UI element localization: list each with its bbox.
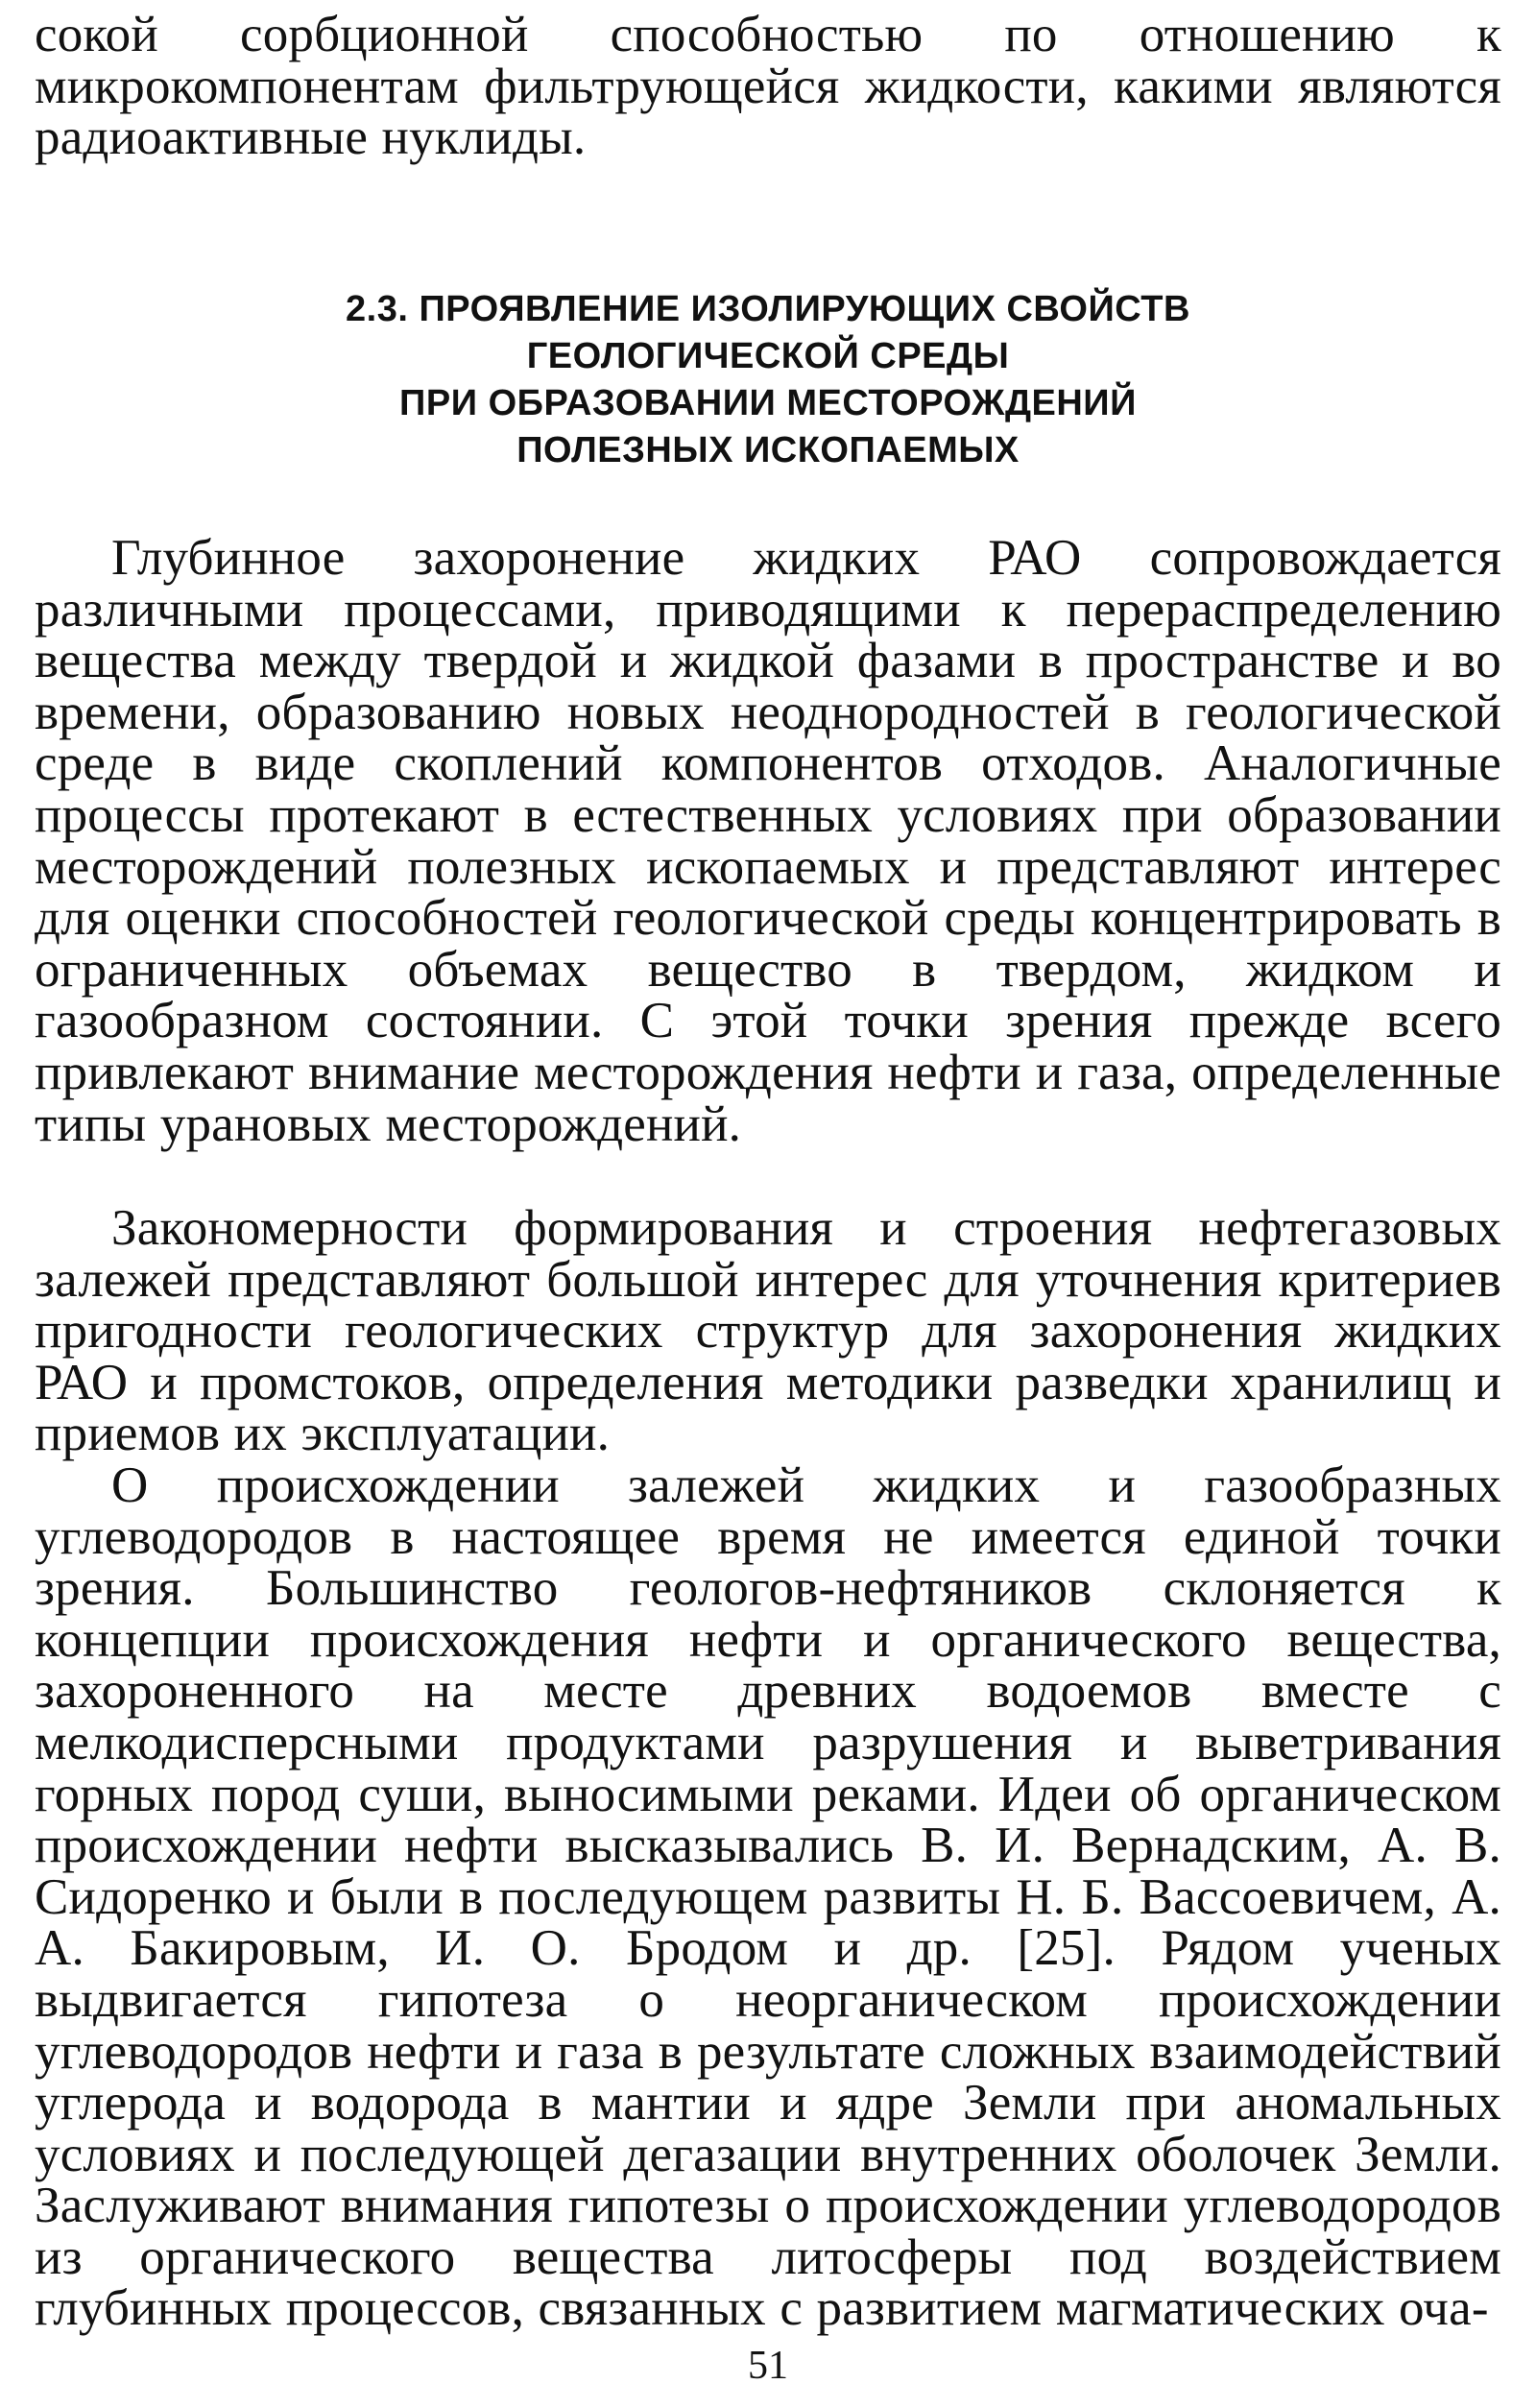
paragraph-continuation-block xyxy=(35,7,1501,166)
page-number: 51 xyxy=(748,2344,788,2388)
paragraph-1-block xyxy=(35,530,1501,1152)
paragraph-1: Глубинное захоронение жидких РАО сопровождается различными процессами, приводящими к перераспределению вещества между твердой и жидкой фазами в пространстве и во времени, образованию новых неоднородностей в геологической среде в виде скоплений компонентов отходов. Аналогичные процессы протекают в естественных условиях при образовании месторождений полезных ископаемых и представляют интерес для оценки способностей геологической среды концентрировать в ограниченных объемах вещество в твердом, жидком и газообразном состоянии. С этой точки зрения прежде всего привлекают внимание месторождения нефти и газа, определенные типы урановых месторождений. xyxy=(35,530,1501,1152)
paragraph-2-block xyxy=(35,1200,1501,2337)
section-heading-line-1 xyxy=(0,286,1536,333)
paragraph-continuation: сокой сорбционной способностью по отношению к микрокомпонентам фильтрующейся жидкости, какими являются радиоактивные нуклиды. xyxy=(35,7,1501,166)
section-number: 2.3. xyxy=(346,289,409,329)
section-heading xyxy=(0,286,1536,474)
section-heading-line-4: ПОЛЕЗНЫХ ИСКОПАЕМЫХ xyxy=(516,430,1020,470)
section-heading-line-3: ПРИ ОБРАЗОВАНИИ МЕСТОРОЖДЕНИЙ xyxy=(399,383,1137,423)
section-heading-line-2: ГЕОЛОГИЧЕСКОЙ СРЕДЫ xyxy=(526,336,1010,376)
paragraph-2: Закономерности формирования и строения нефтегазовых залежей представляют большой интерес для уточнения критериев пригодности геологических структур для захоронения жидких РАО и промстоков, определения методики разведки хранилищ и приемов их эксплуатации. xyxy=(35,1200,1501,1462)
paragraph-3: О происхождении залежей жидких и газообразных углеводородов в настоящее время не имеется единой точки зрения. Большинство геологов-нефтяников склоняется к концепции происхождения нефти и органического вещества, захороненного на месте древних водоемов вместе с мелкодисперсными продуктами разрушения и выветривания горных пород суши, выносимыми реками. Идеи об органическом происхождении нефти высказывались В. И. Вернадским, А. В. Сидоренко и были в последующем развиты Н. Б. Вассоевичем, А. А. Бакировым, И. О. Бродом и др. [25]. Рядом ученых выдвигается гипотеза о неорганическом происхождении углеводородов нефти и газа в результате сложных взаимодействий углерода и водорода в мантии и ядре Земли при аномальных условиях и последующей дегазации внутренних оболочек Земли. Заслуживают внимания гипотезы о происхождении углеводородов из органического вещества литосферы под воздействием глубинных процессов, связанных с развитием магматических оча- xyxy=(35,1457,1501,2337)
section-title-line-1: ПРОЯВЛЕНИЕ ИЗОЛИРУЮЩИХ СВОЙСТВ xyxy=(419,289,1190,329)
